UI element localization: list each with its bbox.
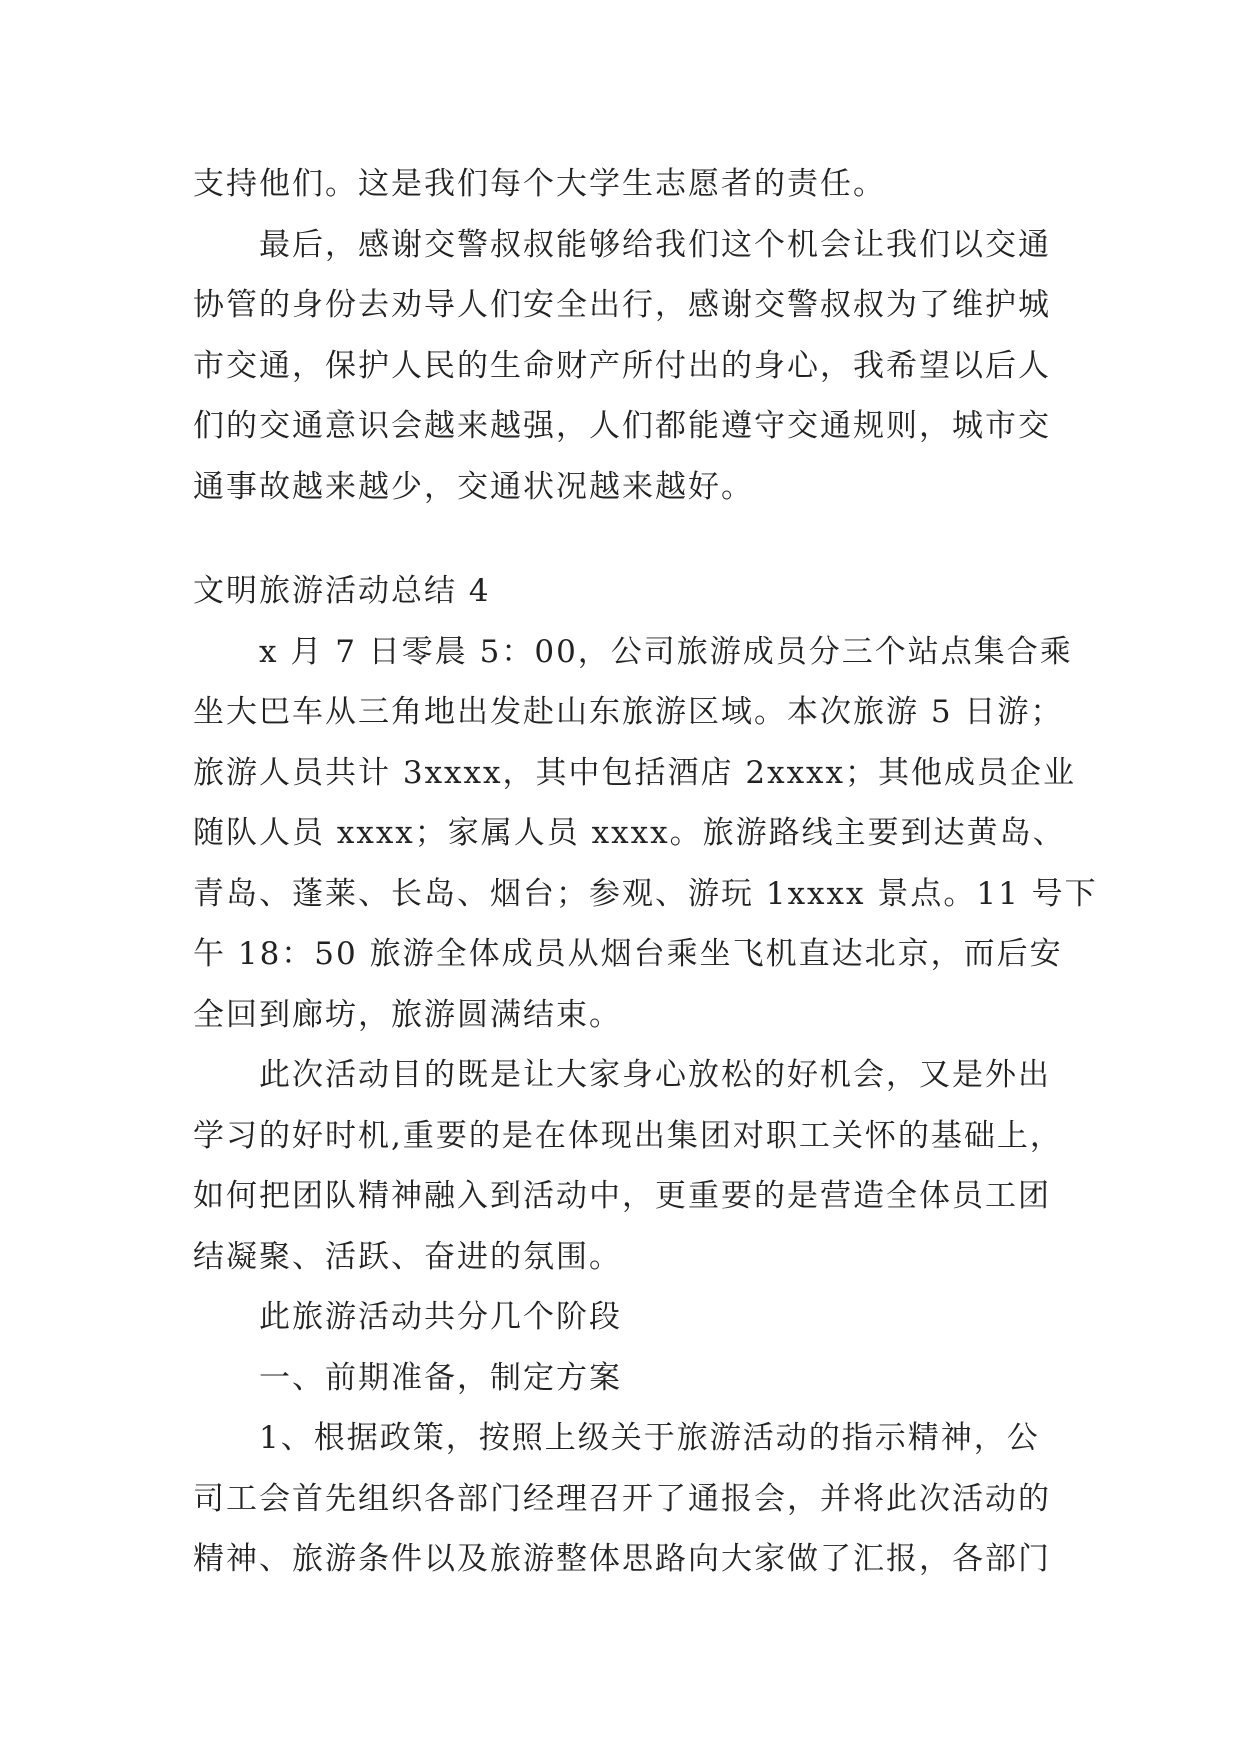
paragraph-start-line: 此次活动目的既是让大家身心放松的好机会，又是外出 — [259, 1057, 1051, 1093]
text-line: 精神、旅游条件以及旅游整体思路向大家做了汇报，各部门 — [193, 1541, 1051, 1577]
text-line: 旅游人员共计 3xxxx，其中包括酒店 2xxxx；其他成员企业 — [193, 754, 1077, 791]
text-line: 通事故越来越少，交通状况越来越好。 — [193, 468, 754, 505]
text-line: 学习的好时机,重要的是在体现出集团对职工关怀的基础上， — [193, 1117, 1063, 1154]
text-line: 青岛、蓬莱、长岛、烟台；参观、游玩 1xxxx 景点。11 号下 — [193, 875, 1098, 912]
text-line: 们的交通意识会越来越强，人们都能遵守交通规则，城市交 — [193, 408, 1051, 444]
paragraph-start-line: x 月 7 日零晨 5：00，公司旅游成员分三个站点集合乘 — [259, 633, 1073, 670]
paragraph-start-line: 1、根据政策，按照上级关于旅游活动的指示精神，公 — [259, 1420, 1040, 1456]
text-line: 结凝聚、活跃、奋进的氛围。 — [193, 1238, 622, 1275]
text-line: 全回到廊坊，旅游圆满结束。 — [193, 996, 622, 1033]
text-line: 协管的身份去劝导人们安全出行，感谢交警叔叔为了维护城 — [193, 287, 1051, 323]
text-line: 午 18：50 旅游全体成员从烟台乘坐飞机直达北京，而后安 — [193, 936, 1063, 972]
section-block — [193, 561, 1098, 1590]
text-line: 随队人员 xxxx；家属人员 xxxx。旅游路线主要到达黄岛、 — [193, 815, 1066, 851]
text-line: 支持他们。这是我们每个大学生志愿者的责任。 — [193, 166, 886, 202]
text-line: 司工会首先组织各部门经理召开了通报会，并将此次活动的 — [193, 1480, 1051, 1517]
text-line: 市交通，保护人民的生命财产所付出的身心，我希望以后人 — [193, 347, 1051, 384]
intro-text-block — [193, 154, 1056, 517]
paragraph-start-line: 最后，感谢交警叔叔能够给我们这个机会让我们以交通 — [259, 226, 1051, 263]
text-line: 如何把团队精神融入到活动中，更重要的是营造全体员工团 — [193, 1178, 1051, 1214]
text-line: 坐大巴车从三角地出发赴山东旅游区域。本次旅游 5 日游； — [193, 694, 1064, 730]
paragraph-start-line: 此旅游活动共分几个阶段 — [259, 1299, 622, 1335]
section-title: 文明旅游活动总结 4 — [193, 573, 491, 609]
paragraph-start-line: 一、前期准备，制定方案 — [259, 1359, 622, 1396]
